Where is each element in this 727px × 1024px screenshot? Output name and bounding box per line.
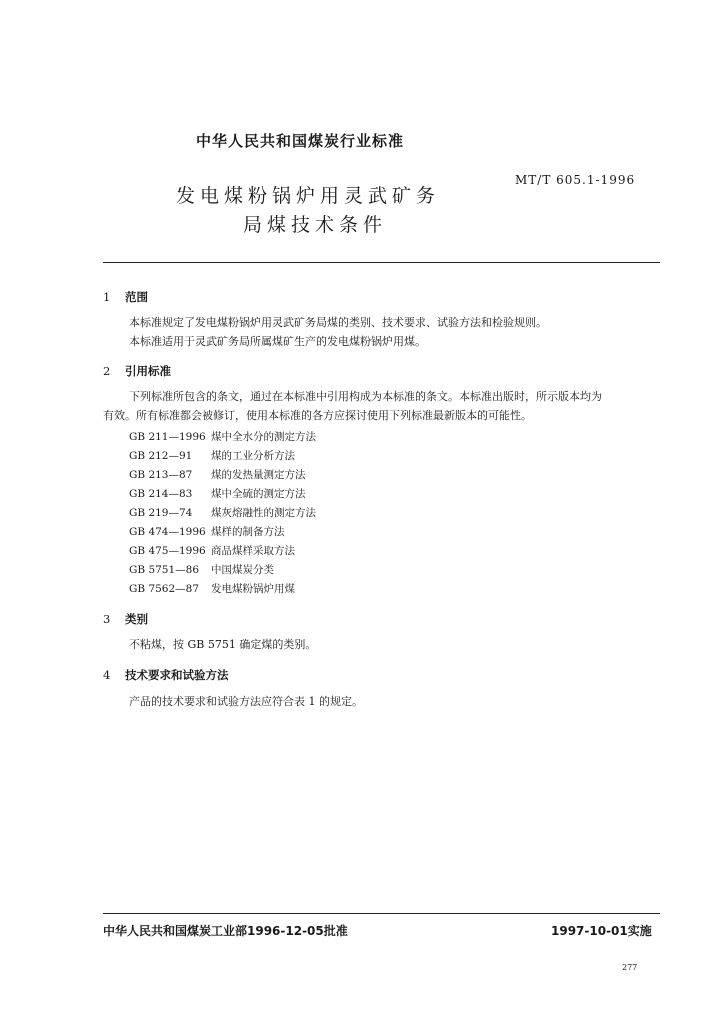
reference-title: 商品煤样采取方法 [211, 545, 295, 557]
effective-date: 1997-10-01实施 [551, 924, 652, 938]
section-3-heading [103, 611, 148, 627]
section-2-heading [103, 363, 171, 379]
list-item [129, 524, 316, 543]
issuing-authority: 中华人民共和国煤炭工业部1996-12-05批准 [103, 924, 348, 938]
list-item [129, 467, 316, 486]
reference-code: GB 211—1996 [129, 431, 206, 443]
section-number: 3 [103, 612, 111, 626]
list-item [129, 543, 316, 562]
section-4-paragraph: 产品的技术要求和试验方法应符合表 1 的规定。 [129, 695, 363, 708]
list-item [129, 429, 316, 448]
section-number: 2 [103, 364, 111, 378]
reference-title: 发电煤粉锅炉用煤 [211, 583, 295, 595]
section-2-paragraph: 下列标准所包含的条文，通过在本标准中引用构成为本标准的条文。本标准出版时，所示版本均为 [129, 390, 602, 403]
document-title-line-2: 局煤技术条件 [243, 214, 388, 236]
reference-title: 煤中全硫的测定方法 [211, 488, 306, 500]
section-1-paragraph: 本标准适用于灵武矿务局所属煤矿生产的发电煤粉锅炉用煤。 [129, 335, 426, 348]
document-title-line-1: 发电煤粉锅炉用灵武矿务 [176, 185, 441, 207]
section-2-paragraph: 有效。所有标准都会被修订，使用本标准的各方应探讨使用下列标准最新版本的可能性。 [103, 409, 532, 422]
reference-code: GB 7562—87 [129, 583, 200, 595]
reference-code: GB 213—87 [129, 469, 193, 481]
reference-code: GB 214—83 [129, 488, 193, 500]
section-1-paragraph: 本标准规定了发电煤粉锅炉用灵武矿务局煤的类别、技术要求、试验方法和检验规则。 [129, 316, 547, 329]
reference-title: 煤灰熔融性的测定方法 [211, 507, 316, 519]
section-3-paragraph: 不粘煤，按 GB 5751 确定煤的类别。 [129, 638, 317, 651]
reference-code: GB 474—1996 [129, 526, 206, 538]
footer-divider [103, 913, 660, 914]
list-item [129, 486, 316, 505]
list-item [129, 581, 316, 600]
reference-title: 煤的工业分析方法 [211, 450, 295, 462]
standard-type-heading: 中华人民共和国煤炭行业标准 [196, 132, 405, 150]
section-4-heading [103, 667, 229, 683]
reference-title: 煤样的制备方法 [211, 526, 285, 538]
standard-code: MT/T 605.1-1996 [515, 173, 636, 187]
section-title: 引用标准 [125, 364, 171, 378]
section-title: 类别 [125, 612, 148, 626]
reference-title: 中国煤炭分类 [211, 564, 274, 576]
reference-code: GB 212—91 [129, 450, 193, 462]
list-item [129, 505, 316, 524]
reference-list [129, 429, 316, 600]
section-1-heading [103, 289, 148, 305]
reference-title: 煤中全水分的测定方法 [211, 431, 316, 443]
section-title: 技术要求和试验方法 [125, 668, 229, 682]
reference-code: GB 475—1996 [129, 545, 206, 557]
list-item [129, 448, 316, 467]
page-number: 277 [622, 963, 638, 972]
reference-title: 煤的发热量测定方法 [211, 469, 306, 481]
header-divider [103, 262, 660, 263]
section-title: 范围 [125, 290, 148, 304]
reference-code: GB 5751—86 [129, 564, 200, 576]
list-item [129, 562, 316, 581]
reference-code: GB 219—74 [129, 507, 193, 519]
section-number: 1 [103, 290, 111, 304]
section-number: 4 [103, 668, 111, 682]
